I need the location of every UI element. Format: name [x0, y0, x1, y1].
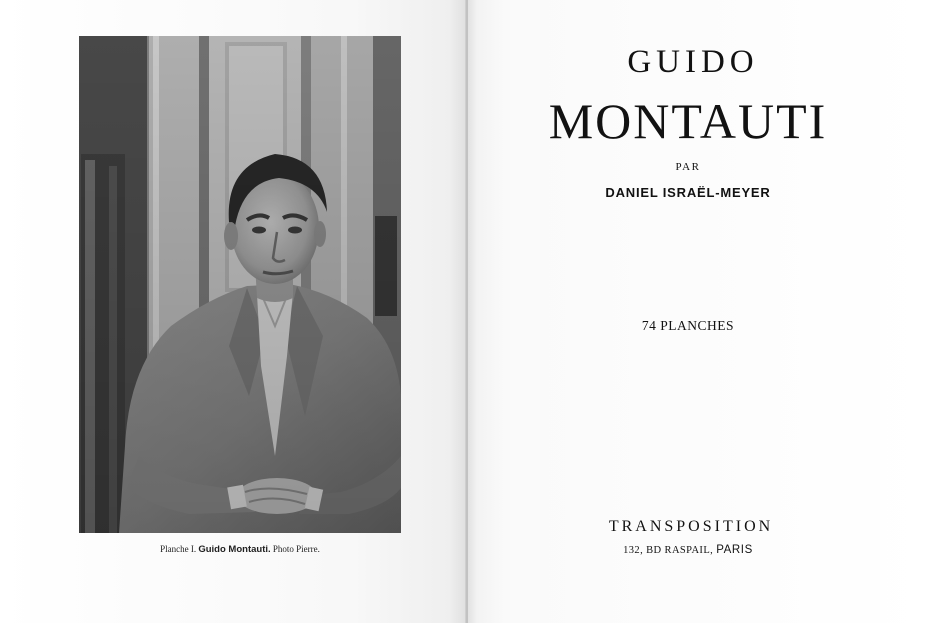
- title-author: DANIEL ISRAËL-MEYER: [605, 185, 771, 200]
- title-address: [468, 544, 908, 556]
- address-city: PARIS: [716, 544, 753, 556]
- title-first-name: GUIDO: [627, 44, 759, 80]
- caption-name: Guido Montauti.: [198, 544, 271, 555]
- title-publisher: TRANSPOSITION: [608, 518, 774, 535]
- caption-credit: Photo Pierre.: [272, 544, 320, 554]
- title-page: [468, 0, 928, 623]
- plate-caption: [79, 544, 401, 555]
- portrait-photo: [79, 36, 401, 533]
- title-last-name: MONTAUTI: [548, 93, 828, 149]
- caption-plate-number: Planche I.: [160, 544, 197, 554]
- title-plates-count: 74 PLANCHES: [641, 318, 735, 333]
- address-street: 132, BD RASPAIL,: [623, 545, 714, 556]
- title-by: PAR: [675, 161, 701, 173]
